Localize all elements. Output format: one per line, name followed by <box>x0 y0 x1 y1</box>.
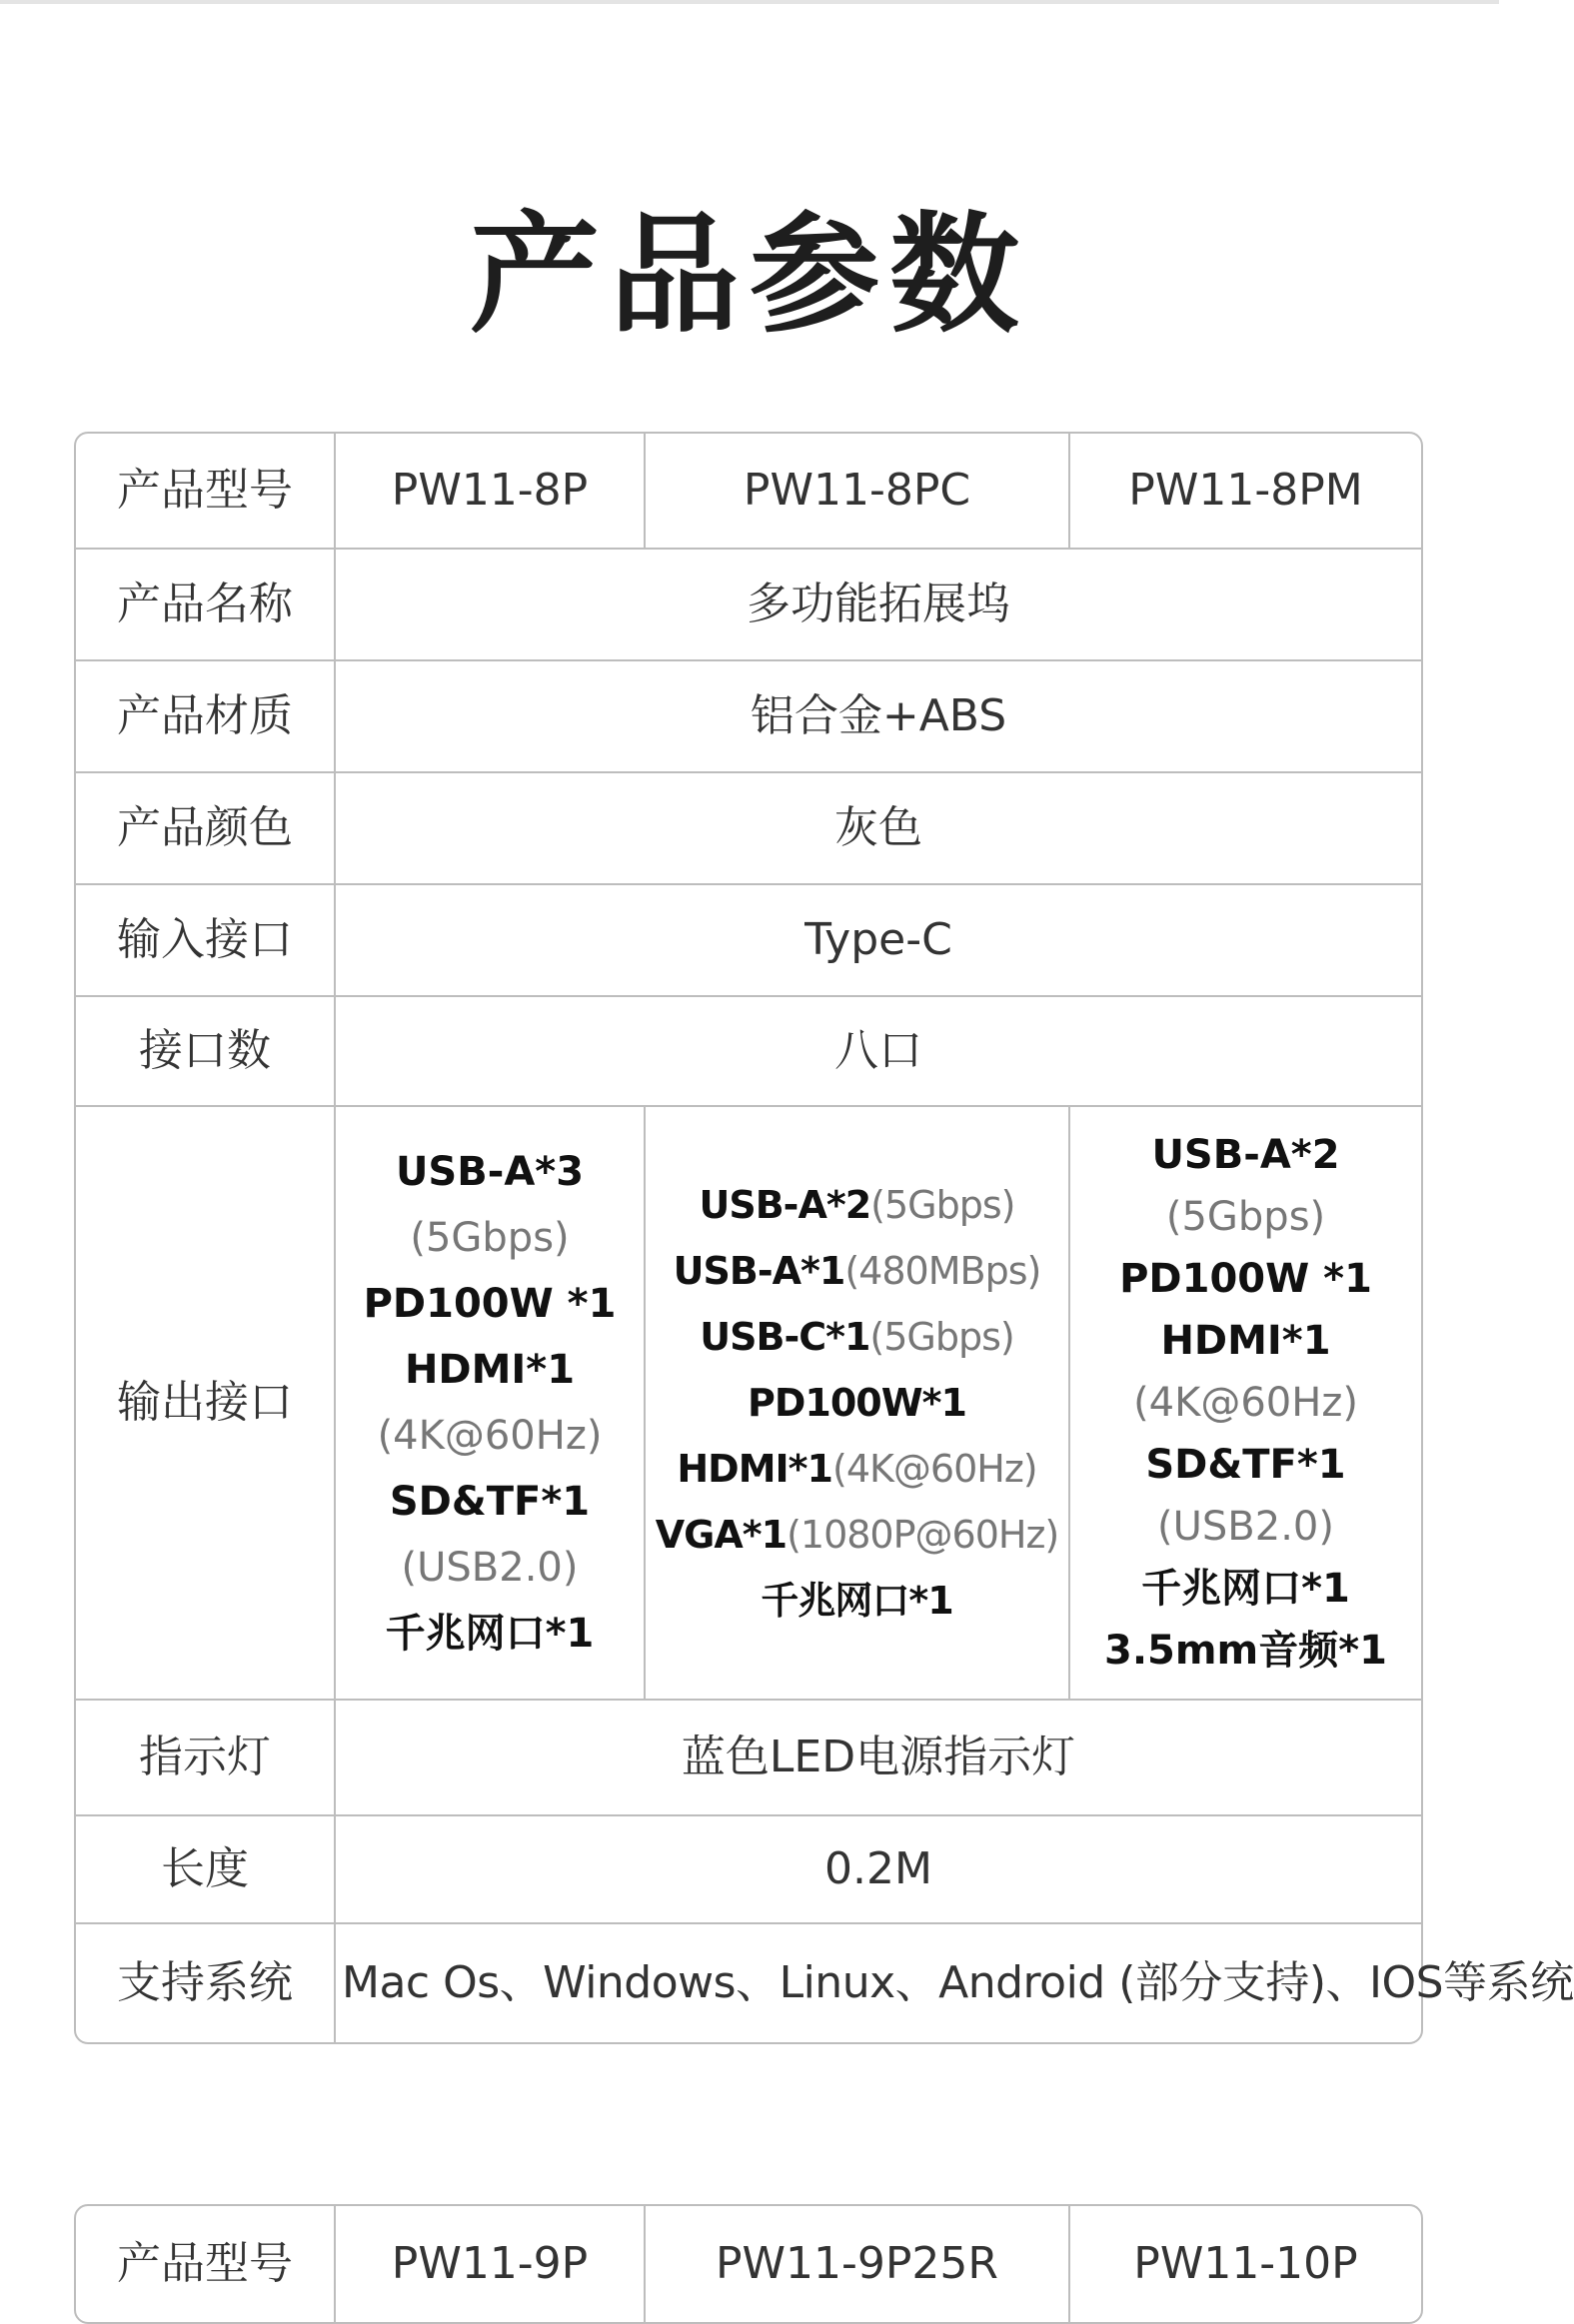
output-line <box>1076 1558 1415 1620</box>
output-line <box>652 1502 1062 1568</box>
indicator-label: 指示灯 <box>76 1701 336 1816</box>
row-output <box>76 1107 1421 1701</box>
output-line <box>342 1469 638 1535</box>
model-cell: PW11-8PM <box>1070 434 1421 550</box>
output-line <box>342 1535 638 1601</box>
row-length <box>76 1816 1421 1924</box>
output-spec: (5Gbps) <box>1165 1194 1326 1240</box>
row-name <box>76 550 1421 661</box>
output-line <box>652 1304 1062 1370</box>
ports-label: 接口数 <box>76 997 336 1107</box>
output-line <box>342 1205 638 1271</box>
output-line <box>1076 1186 1415 1248</box>
length-label: 长度 <box>76 1816 336 1924</box>
output-line <box>342 1403 638 1469</box>
output-spec: (USB2.0) <box>401 1545 579 1591</box>
output-port: HDMI*1 <box>404 1347 576 1393</box>
model-cell: PW11-10P <box>1133 2237 1358 2289</box>
output-port: 千兆网口*1 <box>761 1579 953 1623</box>
name-value: 多功能拓展坞 <box>336 550 1421 661</box>
row-ports <box>76 997 1421 1107</box>
output-spec: (4K@60Hz) <box>377 1413 603 1459</box>
output-line <box>652 1568 1062 1634</box>
output-line <box>1076 1620 1415 1682</box>
output-port: USB-A*2 <box>699 1183 871 1227</box>
system-label: 支持系统 <box>76 1924 336 2042</box>
output-cell <box>646 1107 1070 1701</box>
row-color <box>76 773 1421 885</box>
output-port: HDMI*1 <box>1160 1318 1331 1364</box>
row-model <box>76 434 1421 550</box>
input-label: 输入接口 <box>76 885 336 997</box>
page-title: 产品参数 <box>469 199 1029 351</box>
output-port: 千兆网口*1 <box>1141 1566 1350 1612</box>
output-port: USB-A*3 <box>395 1149 585 1195</box>
output-port: USB-A*1 <box>673 1249 845 1293</box>
output-label: 输出接口 <box>76 1107 336 1701</box>
row-indicator <box>76 1701 1421 1816</box>
name-label: 产品名称 <box>76 550 336 661</box>
material-value: 铝合金+ABS <box>336 661 1421 773</box>
output-cell <box>1070 1107 1421 1701</box>
material-label: 产品材质 <box>76 661 336 773</box>
length-value: 0.2M <box>336 1816 1421 1924</box>
output-port: HDMI*1 <box>677 1447 832 1491</box>
model-label: 产品型号 <box>76 434 336 550</box>
output-spec: (4K@60Hz) <box>1133 1380 1358 1426</box>
indicator-value: 蓝色LED电源指示灯 <box>336 1701 1421 1816</box>
output-port: PD100W *1 <box>1119 1256 1372 1302</box>
model-label: 产品型号 <box>76 2206 336 2322</box>
color-value: 灰色 <box>336 773 1421 885</box>
output-line <box>1076 1372 1415 1434</box>
model-cell: PW11-9P25R <box>646 2206 1070 2322</box>
output-line <box>1076 1124 1415 1186</box>
output-cell <box>336 1107 646 1701</box>
color-label: 产品颜色 <box>76 773 336 885</box>
output-spec: (1080P@60Hz) <box>787 1513 1059 1557</box>
output-spec: (5Gbps) <box>410 1215 570 1261</box>
output-line <box>652 1370 1062 1436</box>
input-value: Type-C <box>336 885 1421 997</box>
row-system <box>76 1924 1421 2042</box>
output-port: SD&TF*1 <box>389 1479 591 1525</box>
model-cell: PW11-8PC <box>646 434 1070 550</box>
top-divider <box>0 0 1499 4</box>
spec-table-2 <box>74 2204 1423 2324</box>
output-port: SD&TF*1 <box>1145 1442 1346 1488</box>
row-material <box>76 661 1421 773</box>
output-line <box>652 1238 1062 1304</box>
output-line <box>1076 1310 1415 1372</box>
output-line <box>342 1337 638 1403</box>
spec-table <box>74 432 1574 2044</box>
model-cell: PW11-9P <box>336 2206 646 2322</box>
output-spec: (4K@60Hz) <box>832 1447 1037 1491</box>
ports-value: 八口 <box>336 997 1421 1107</box>
output-line <box>652 1172 1062 1238</box>
output-port: PD100W*1 <box>748 1381 966 1425</box>
output-line <box>342 1139 638 1205</box>
output-line <box>1076 1496 1415 1558</box>
row-input <box>76 885 1421 997</box>
output-spec: (USB2.0) <box>1157 1504 1334 1550</box>
output-line <box>1076 1248 1415 1310</box>
output-port: 千兆网口*1 <box>385 1611 595 1657</box>
output-port: VGA*1 <box>655 1513 787 1557</box>
output-line <box>342 1271 638 1337</box>
output-port: USB-C*1 <box>700 1315 870 1359</box>
model-cell: PW11-8P <box>336 434 646 550</box>
row-model <box>76 2206 1421 2322</box>
output-spec: (480MBps) <box>844 1249 1041 1293</box>
output-port: PD100W *1 <box>363 1281 617 1327</box>
output-port: USB-A*2 <box>1151 1132 1340 1178</box>
output-line <box>342 1601 638 1667</box>
output-spec: (5Gbps) <box>869 1315 1014 1359</box>
output-line <box>1076 1434 1415 1496</box>
output-port: 3.5mm音频*1 <box>1104 1628 1387 1674</box>
output-line <box>652 1436 1062 1502</box>
output-spec: (5Gbps) <box>870 1183 1015 1227</box>
system-value: Mac Os、Windows、Linux、Android (部分支持)、IOS等系统 <box>342 1956 1574 2008</box>
